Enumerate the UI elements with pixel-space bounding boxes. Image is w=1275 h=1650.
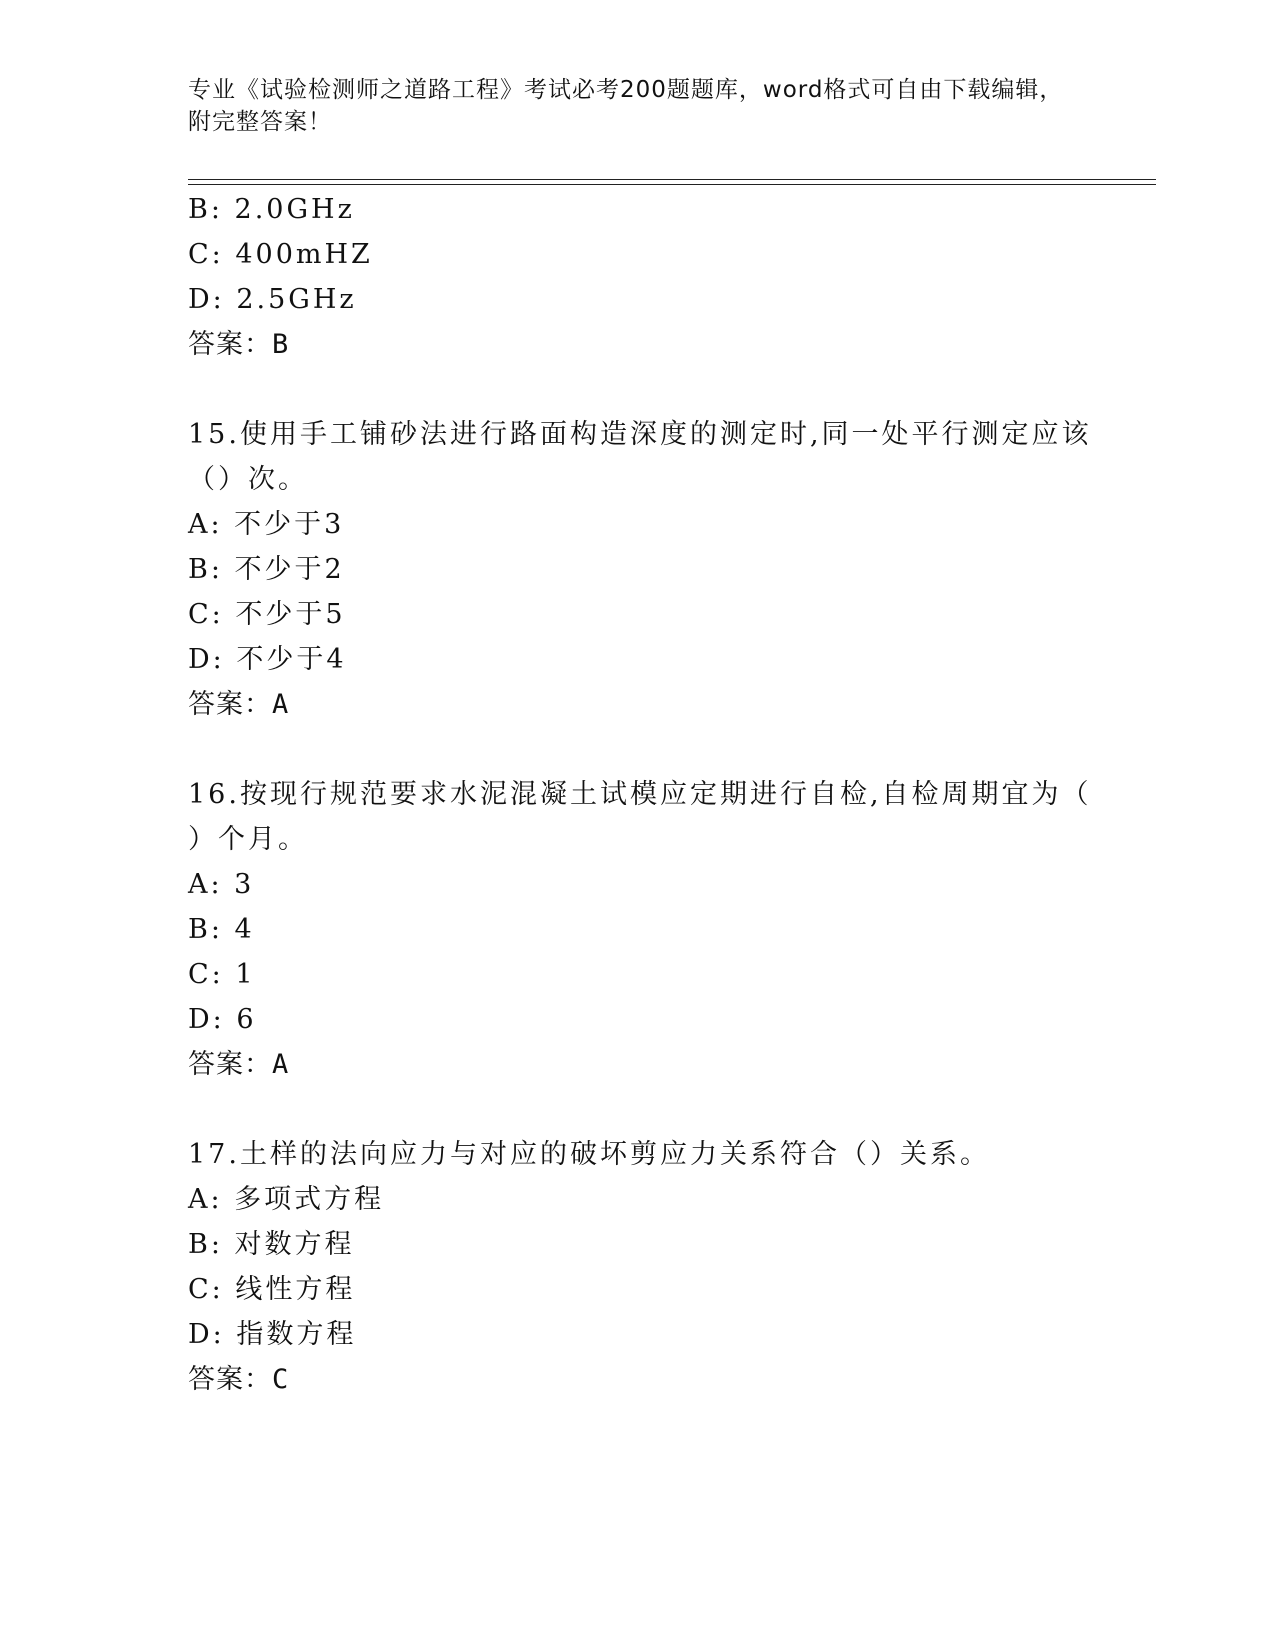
answer-label: 答案： (188, 1364, 272, 1395)
option-line: A: 不少于3 (188, 509, 345, 540)
question-stem-continued: ）个月。 (188, 824, 308, 855)
answer-label: 答案： (188, 689, 272, 720)
option-line: C: 1 (188, 959, 256, 990)
question-stem: 15.使用手工铺砂法进行路面构造深度的测定时,同一处平行测定应该 (188, 419, 1092, 450)
option-line: D: 2.5GHz (188, 284, 357, 315)
option-line: A: 多项式方程 (188, 1184, 385, 1215)
answer-line (188, 1362, 289, 1398)
option-line: C: 400mHZ (188, 239, 373, 270)
option-line: D: 指数方程 (188, 1319, 357, 1350)
document-header: 专业《试验检测师之道路工程》考试必考200题题库，word格式可自由下载编辑，附完整答案！ (188, 77, 1064, 135)
answer-value: C (272, 1364, 290, 1395)
answer-label: 答案： (188, 1049, 272, 1080)
question-stem-continued: （）次。 (188, 464, 308, 495)
answer-value: B (272, 329, 290, 360)
answer-label: 答案： (188, 329, 272, 360)
answer-value: A (272, 689, 290, 720)
option-line: B: 4 (188, 914, 255, 945)
question-stem: 16.按现行规范要求水泥混凝土试模应定期进行自检,自检周期宜为（ (188, 779, 1092, 810)
question-stem: 17.土样的法向应力与对应的破坏剪应力关系符合（）关系。 (188, 1139, 990, 1170)
option-line: B: 不少于2 (188, 554, 345, 585)
option-line: D: 6 (188, 1004, 257, 1035)
answer-line (188, 327, 289, 363)
option-line: C: 不少于5 (188, 599, 346, 630)
option-line: A: 3 (188, 869, 255, 900)
option-line: D: 不少于4 (188, 644, 347, 675)
answer-value: A (272, 1049, 290, 1080)
option-line: C: 线性方程 (188, 1274, 356, 1305)
answer-line (188, 687, 289, 723)
header-divider-top (188, 179, 1156, 180)
option-line: B: 对数方程 (188, 1229, 355, 1260)
answer-line (188, 1047, 289, 1083)
header-divider-bottom (188, 184, 1156, 185)
option-line: B: 2.0GHz (188, 194, 355, 225)
